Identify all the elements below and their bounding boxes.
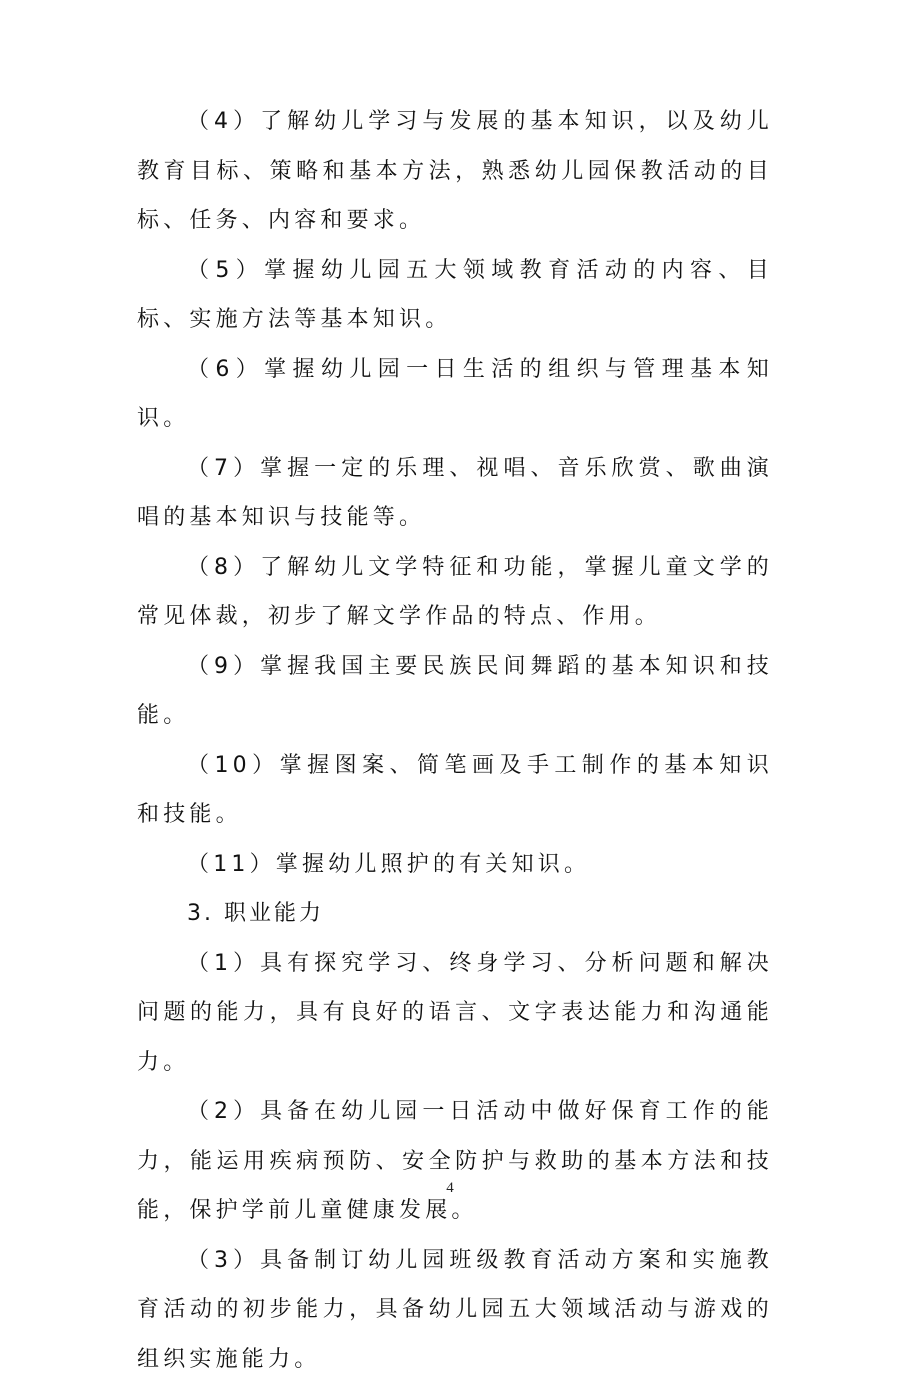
knowledge-item-11: （11）掌握幼儿照护的有关知识。 [137, 840, 773, 890]
knowledge-item-4: （4）了解幼儿学习与发展的基本知识，以及幼儿教育目标、策略和基本方法，熟悉幼儿园保教活动的目标、任务、内容和要求。 [137, 97, 773, 246]
ability-item-3: （3）具备制订幼儿园班级教育活动方案和实施教育活动的初步能力，具备幼儿园五大领域活动与游戏的组织实施能力。 [137, 1236, 773, 1384]
section-heading: 3. 职业能力 [137, 889, 773, 939]
knowledge-item-8: （8）了解幼儿文学特征和功能，掌握儿童文学的常见体裁，初步了解文学作品的特点、作用。 [137, 543, 773, 642]
knowledge-item-9: （9）掌握我国主要民族民间舞蹈的基本知识和技能。 [137, 642, 773, 741]
knowledge-item-5: （5）掌握幼儿园五大领域教育活动的内容、目标、实施方法等基本知识。 [137, 246, 773, 345]
page-number: 4 [0, 1180, 900, 1197]
knowledge-item-6: （6）掌握幼儿园一日生活的组织与管理基本知识。 [137, 345, 773, 444]
ability-item-1: （1）具有探究学习、终身学习、分析问题和解决问题的能力，具有良好的语言、文字表达能力和沟通能力。 [137, 939, 773, 1088]
knowledge-item-10: （10）掌握图案、简笔画及手工制作的基本知识和技能。 [137, 741, 773, 840]
ability-item-2: （2）具备在幼儿园一日活动中做好保育工作的能力，能运用疾病预防、安全防护与救助的基本方法和技能，保护学前儿童健康发展。 [137, 1087, 773, 1236]
knowledge-item-7: （7）掌握一定的乐理、视唱、音乐欣赏、歌曲演唱的基本知识与技能等。 [137, 444, 773, 543]
